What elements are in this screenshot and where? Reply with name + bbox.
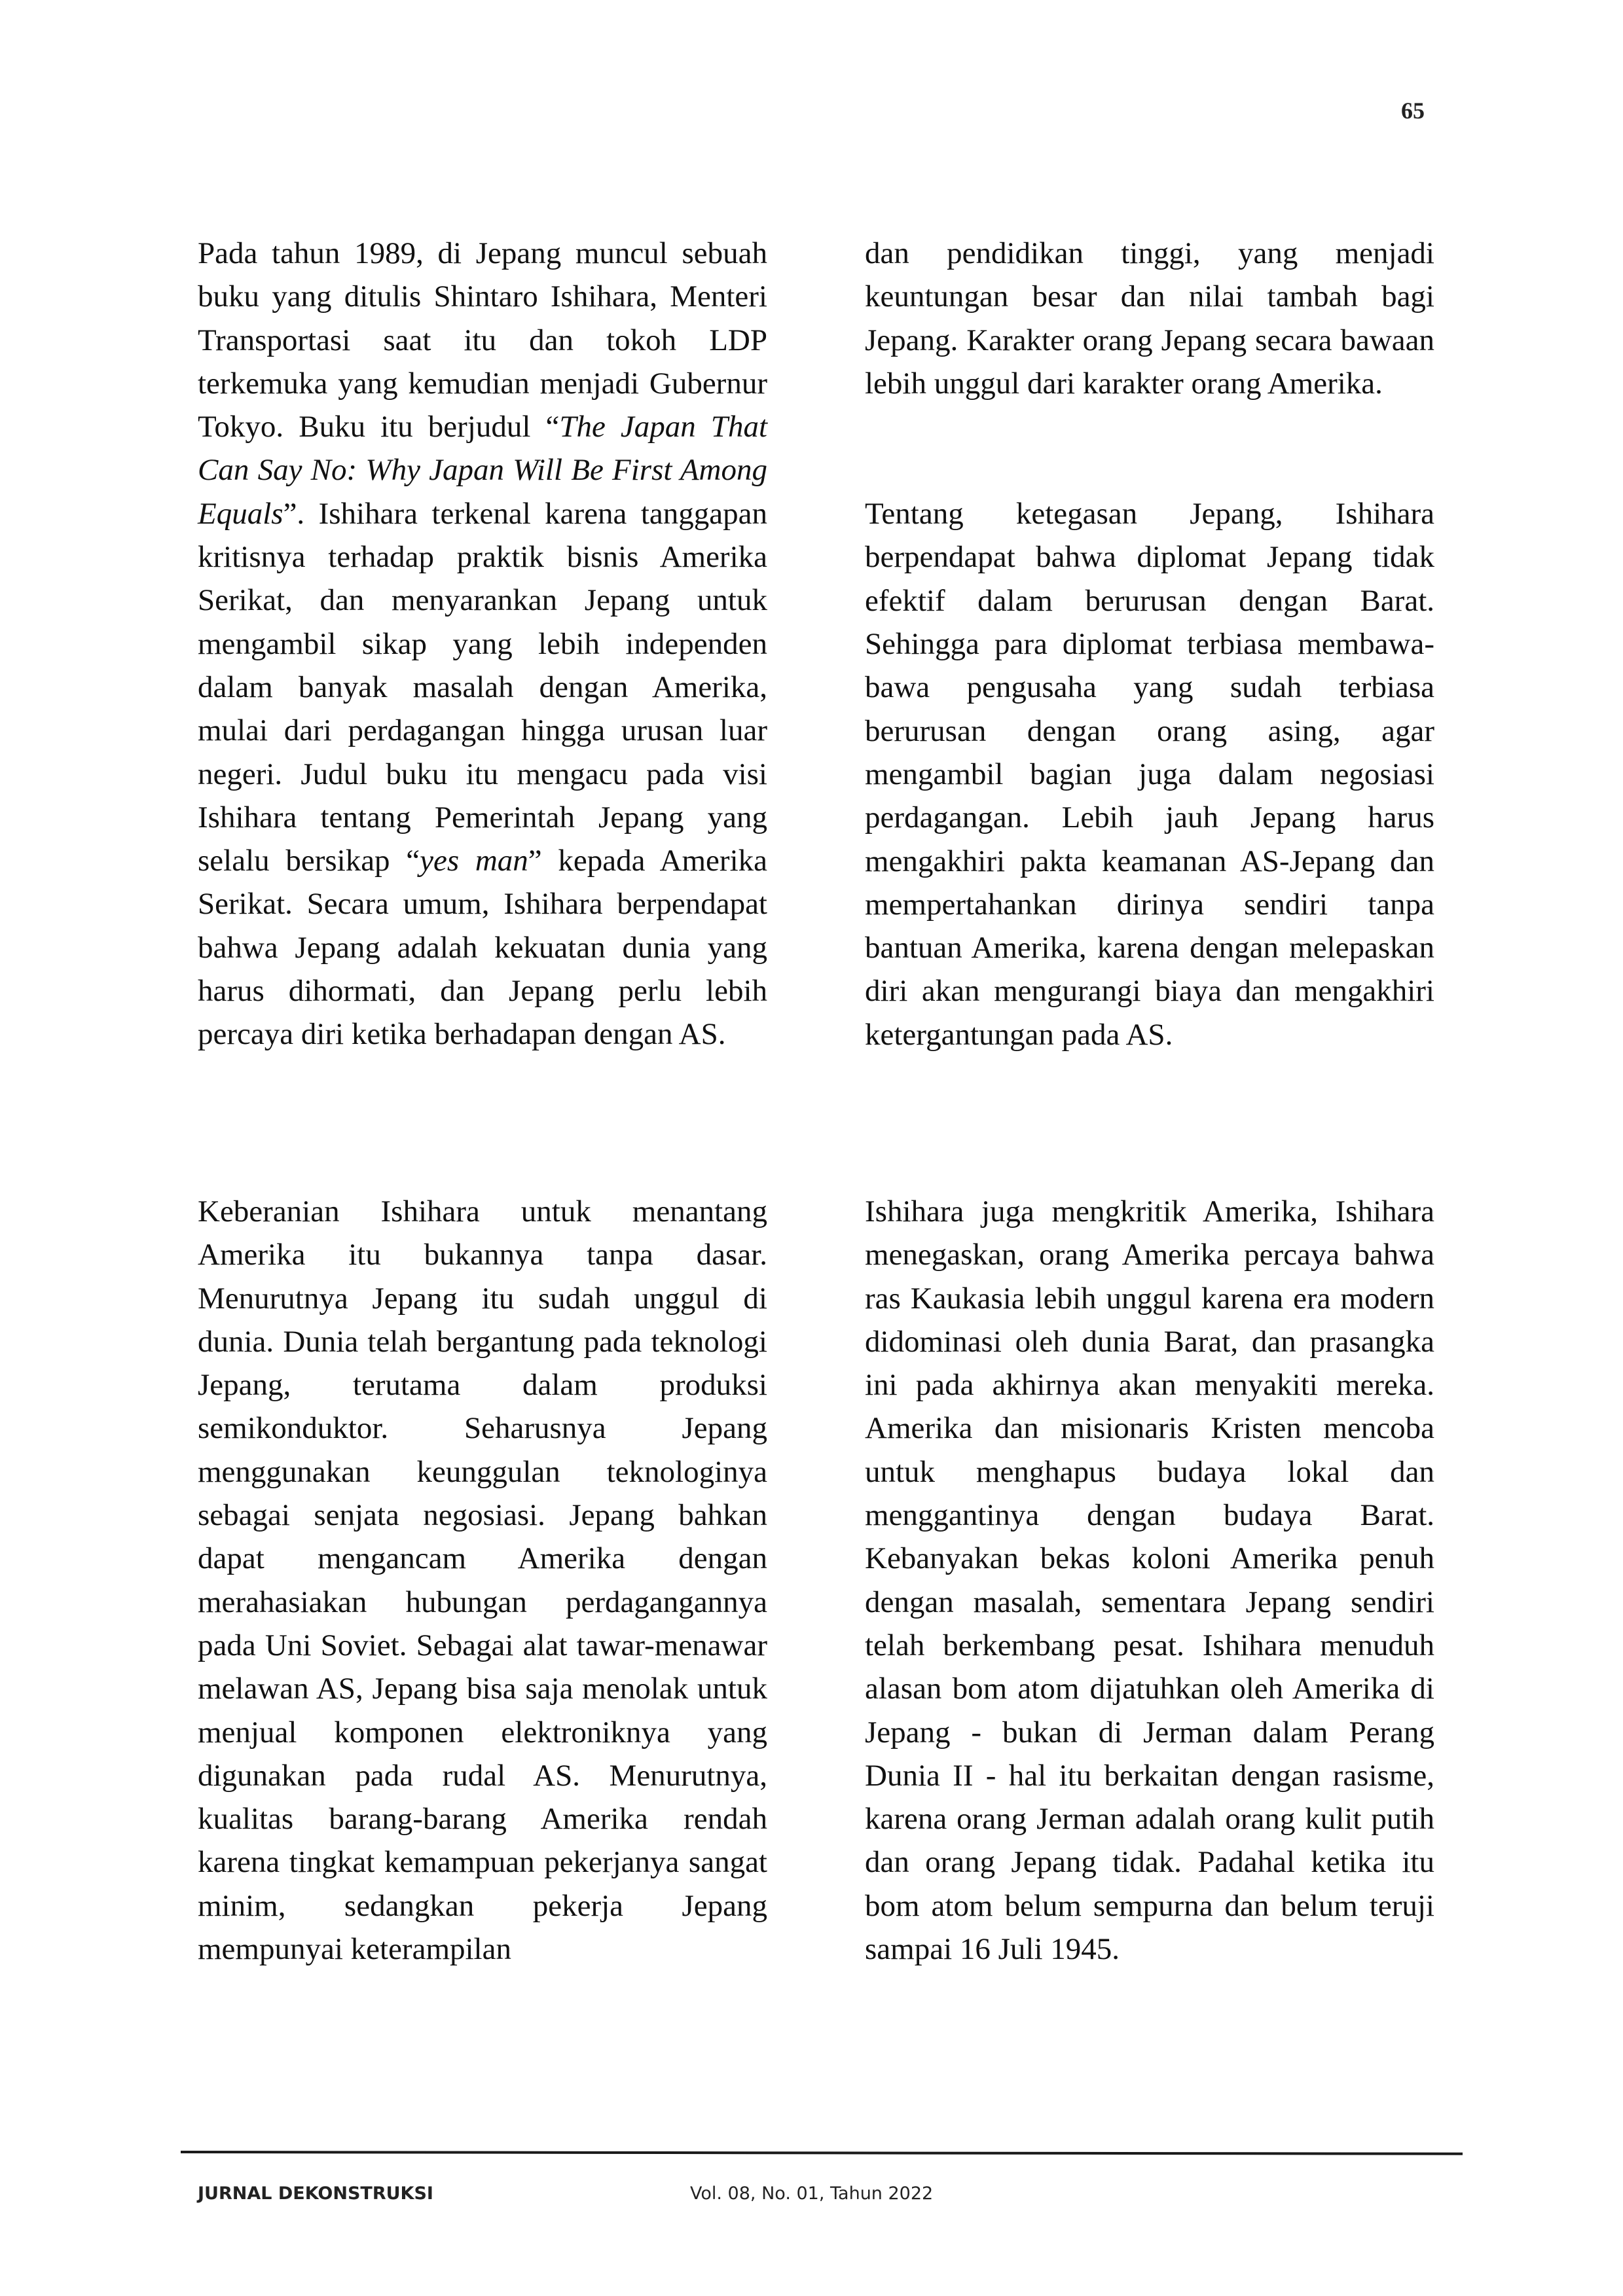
footer-volume-info: Vol. 08, No. 01, Tahun 2022 (690, 2183, 934, 2204)
footer-divider (181, 2151, 1463, 2155)
paragraph-diplomats: Tentang ketegasan Jepang, Ishihara berpendapat bahwa diplomat Jepang tidak efektif dalam berurusan dengan Barat. Sehingga para diplomat terbiasa membawa-bawa pengusaha yang sudah terbiasa berurusan dengan orang asing, agar mengambil bagian juga dalam negosiasi perdagangan. Lebih jauh Jepang harus mengakhiri pakta keamanan AS-Jepang dan mempertahankan dirinya sendiri tanpa bantuan Amerika, karena dengan melepaskan diri akan mengurangi biaya dan mengakhiri ketergantungan pada AS. (865, 497, 1434, 1052)
footer-journal-name: JURNAL DEKONSTRUKSI (198, 2183, 433, 2204)
paragraph-text: Pada tahun 1989, di Jepang muncul sebuah buku yang ditulis Shintaro Ishihara, Menteri Transportasi saat itu dan tokoh LDP terkemuka yang kemudian menjadi Gubernur Tokyo. Buku itu berjudul “ (198, 236, 767, 444)
page-number: 65 (1401, 98, 1425, 124)
paragraph-courage: Keberanian Ishihara untuk menantang Amerika itu bukannya tanpa dasar. Menurutnya Jepang itu sudah unggul di dunia. Dunia telah bergantung pada teknologi Jepang, terutama dalam produksi semikonduktor. Seharusnya Jepang menggunakan keunggulan teknologinya sebagai senjata negosiasi. Jepang bahkan dapat mengancam Amerika dengan merahasiakan hubungan perdagangannya pada Uni Soviet. Sebagai alat tawar-menawar melawan AS, Jepang bisa saja menolak untuk menjual komponen elektroniknya yang digunakan pada rudal AS. Menurutnya, kualitas barang-barang Amerika rendah karena tingkat kemampuan pekerjanya sangat minim, sedangkan pekerja Jepang mempunyai keterampilan (198, 1194, 767, 1967)
paragraph-ishihara-book (198, 232, 767, 1056)
left-column-bottom (198, 1190, 767, 1971)
left-column-top (198, 232, 767, 1056)
paragraph-text: ”. Ishihara terkenal karena tanggapan kritisnya terhadap praktik bisnis Amerika Serikat, dan menyarankan Jepang untuk mengambil sikap yang lebih independen dalam banyak masalah dengan Amerika, mulai dari perdagangan hingga urusan luar negeri. Judul buku itu mengacu pada visi Ishihara tentang Pemerintah Jepang yang selalu bersikap “ (198, 496, 767, 878)
right-column-top (865, 232, 1434, 1056)
paragraph-continuation: dan pendidikan tinggi, yang menjadi keuntungan besar dan nilai tambah bagi Jepang. Karakter orang Jepang secara bawaan lebih unggul dari karakter orang Amerika. (865, 236, 1434, 401)
book-title: The Japan That Can Say No: Why Japan Will Be First Among Equals (198, 410, 768, 531)
paragraph-text: ” kepada Amerika Serikat. Secara umum, Ishihara berpendapat bahwa Jepang adalah kekuatan dunia yang harus dihormati, dan Jepang perlu lebih percaya diri ketika berhadapan dengan AS. (198, 844, 767, 1052)
yes-man-phrase: yes man (420, 844, 528, 878)
paragraph-racism-critique: Ishihara juga mengkritik Amerika, Ishihara menegaskan, orang Amerika percaya bahwa ras Kaukasia lebih unggul karena era modern didominasi oleh dunia Barat, dan prasangka ini pada akhirnya akan menyakiti mereka. Amerika dan misionaris Kristen mencoba untuk menghapus budaya lokal dan menggantinya dengan budaya Barat. Kebanyakan bekas koloni Amerika penuh dengan masalah, sementara Jepang sendiri telah berkembang pesat. Ishihara menuduh alasan bom atom dijatuhkan oleh Amerika di Jepang - bukan di Jerman dalam Perang Dunia II - hal itu berkaitan dengan rasisme, karena orang Jerman adalah orang kulit putih dan orang Jepang tidak. Padahal ketika itu bom atom belum sempurna dan belum teruji sampai 16 Juli 1945. (865, 1194, 1434, 1967)
right-column-bottom (865, 1190, 1434, 1971)
